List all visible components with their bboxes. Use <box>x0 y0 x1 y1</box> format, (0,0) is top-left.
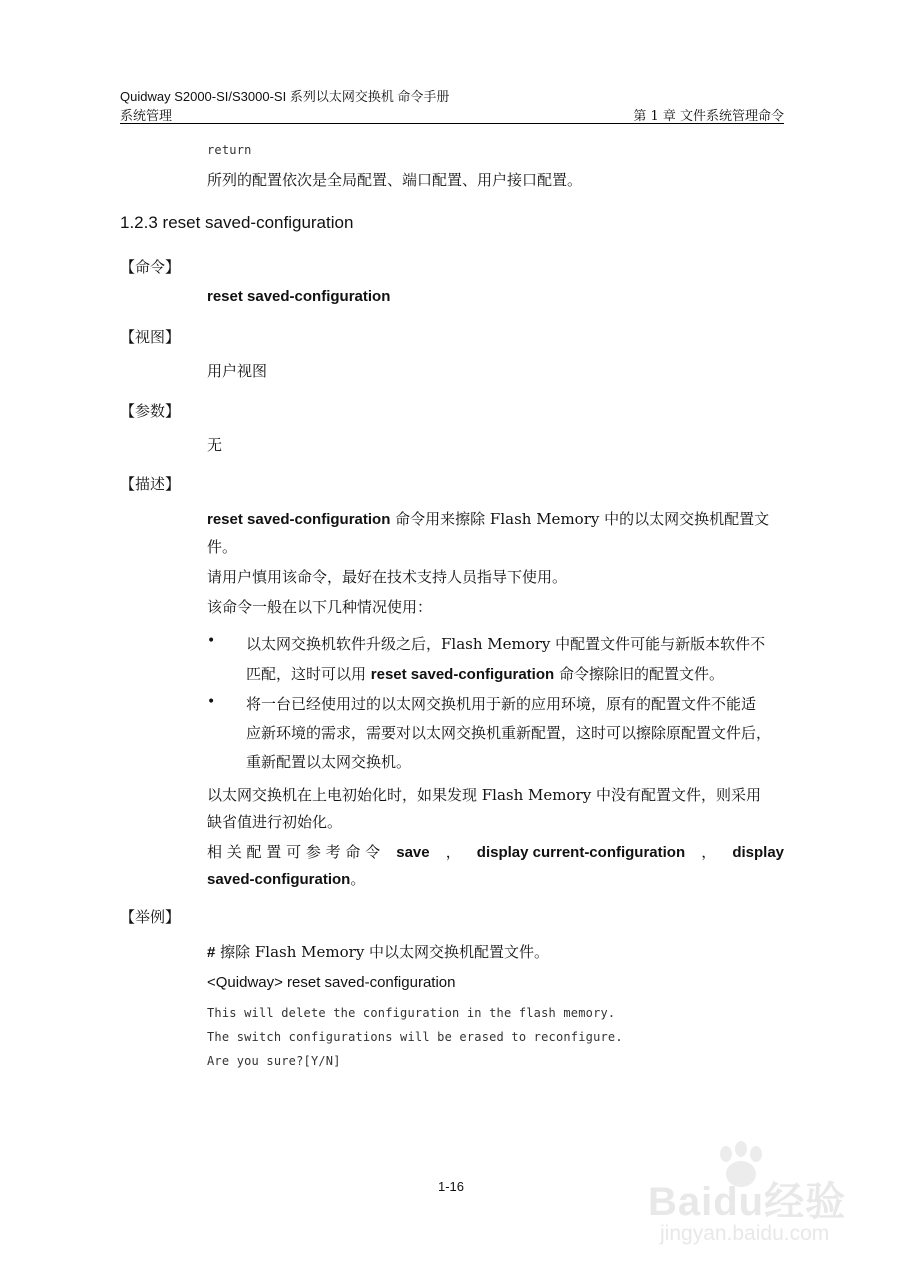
desc-paragraph-1 <box>207 505 787 534</box>
desc-command: reset saved-configuration <box>207 511 391 528</box>
related-prefix: 相 关 配 置 可 参 考 命 令 <box>207 843 381 861</box>
related-commands-line2 <box>207 865 365 894</box>
related-saved-config: saved-configuration <box>207 871 351 888</box>
desc-paragraph-4-line2: 缺省值进行初始化。 <box>207 813 343 831</box>
related-commands-line1 <box>207 838 784 867</box>
header-title: Quidway S2000-SI/S3000-SI 系列以太网交换机 命令手册 <box>120 89 450 104</box>
bullet-1-post: 命令擦除旧的配置文件。 <box>554 665 724 683</box>
code-line-3: Are you sure?[Y/N] <box>207 1054 341 1068</box>
header-chapter: 第 1 章 文件系统管理命令 <box>633 109 784 124</box>
related-sep-1: ， <box>445 843 461 861</box>
bullet-dot-1: • <box>207 633 216 649</box>
desc-paragraph-4-line1: 以太网交换机在上电初始化时，如果发现 Flash Memory 中没有配置文件，则采用 <box>207 786 761 804</box>
params-text: 无 <box>207 436 223 454</box>
example-description <box>207 938 549 967</box>
code-line-2: The switch configurations will be erased to reconfigure. <box>207 1030 623 1044</box>
related-end: 。 <box>350 870 366 888</box>
bullet-2-line1: 将一台已经使用过的以太网交换机用于新的应用环境，原有的配置文件不能适 <box>246 695 757 713</box>
tag-description: 【描述】 <box>120 475 181 493</box>
bullet-2-line2: 应新环境的需求，需要对以太网交换机重新配置，这时可以擦除原配置文件后， <box>246 724 772 742</box>
view-text: 用户视图 <box>207 362 268 380</box>
example-desc-text: 擦除 Flash Memory 中以太网交换机配置文件。 <box>215 943 550 961</box>
related-display-current: display current-configuration <box>476 844 686 861</box>
tag-example: 【举例】 <box>120 908 181 926</box>
bullet-1-command: reset saved-configuration <box>370 666 555 683</box>
example-prompt: <Quidway> reset saved-configuration <box>207 974 456 991</box>
example-hash: # <box>207 944 216 961</box>
config-order-text: 所列的配置依次是全局配置、端口配置、用户接口配置。 <box>207 171 583 189</box>
bullet-1-line1: 以太网交换机软件升级之后，Flash Memory 中配置文件可能与新版本软件不 <box>246 635 766 653</box>
bullet-2-line3: 重新配置以太网交换机。 <box>246 753 412 771</box>
related-save: save <box>396 844 430 861</box>
desc-p1-text: 命令用来擦除 Flash Memory 中的以太网交换机配置文 <box>390 510 770 528</box>
related-sep-2: ， <box>701 843 717 861</box>
desc-paragraph-2: 请用户慎用该命令，最好在技术支持人员指导下使用。 <box>207 568 568 586</box>
watermark-brand: Baidu经验 <box>648 1180 847 1224</box>
bullet-dot-2: • <box>207 694 216 710</box>
watermark-url: jingyan.baidu.com <box>660 1222 830 1245</box>
return-command: return <box>207 143 252 157</box>
bullet-1-pre: 匹配，这时可以用 <box>246 665 371 683</box>
bullet-1-line2 <box>246 660 724 689</box>
tag-view: 【视图】 <box>120 328 181 346</box>
code-line-1: This will delete the configuration in the flash memory. <box>207 1006 616 1020</box>
desc-paragraph-1-line2: 件。 <box>207 538 238 556</box>
command-syntax: reset saved-configuration <box>207 288 391 305</box>
related-display: display <box>732 844 784 861</box>
header-rule <box>120 123 784 124</box>
header-section: 系统管理 <box>120 109 173 124</box>
tag-params: 【参数】 <box>120 402 181 420</box>
page-number: 1-16 <box>438 1179 465 1194</box>
tag-command: 【命令】 <box>120 258 181 276</box>
desc-paragraph-3: 该命令一般在以下几种情况使用： <box>207 598 433 616</box>
section-title: 1.2.3 reset saved-configuration <box>120 213 354 232</box>
